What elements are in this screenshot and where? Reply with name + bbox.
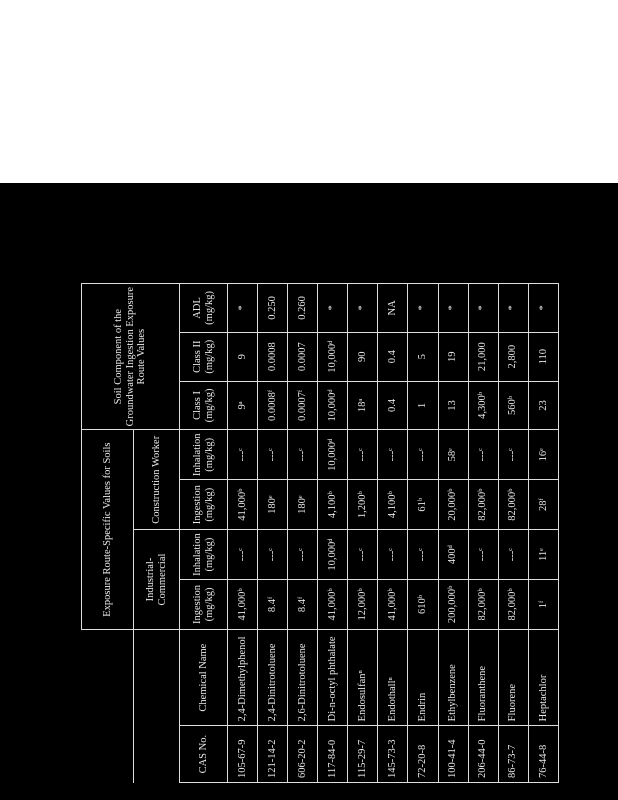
table-body <box>228 284 559 783</box>
table-cell: 0.260 <box>288 284 318 333</box>
soil-values-table <box>81 283 559 783</box>
table-cell: ---ᶜ <box>258 530 288 580</box>
cas-number: 115-29-7 <box>348 726 378 783</box>
soil-header: Soil Component of the Groundwater Ingestion Exposure Route Values <box>82 284 180 430</box>
table-row <box>228 284 258 783</box>
table-cell: * <box>228 284 258 333</box>
chemical-name: 2,6-Dinitrotoluene <box>288 629 318 725</box>
table-cell: 11ᵉ <box>528 530 558 580</box>
table-cell: ---ᶜ <box>288 430 318 480</box>
table-cell: 610ᵇ <box>408 580 438 630</box>
table-cell: 90 <box>348 332 378 381</box>
table-cell: 13 <box>438 381 468 430</box>
column-header: Chemical Name <box>180 629 228 725</box>
table-row <box>438 284 468 783</box>
table-cell: 0.0007 <box>288 332 318 381</box>
table-cell: 9 <box>228 332 258 381</box>
chemical-name: Heptachlor <box>528 629 558 725</box>
table-cell: 8.4ᶠ <box>288 580 318 630</box>
table-row <box>528 284 558 783</box>
table-cell: ---ᶜ <box>498 530 528 580</box>
table-cell: * <box>438 284 468 333</box>
subgroup-construction: Construction Worker <box>134 430 180 530</box>
table-cell: 8.4ᶠ <box>258 580 288 630</box>
table-row <box>378 284 408 783</box>
table-cell: 82,000ᵇ <box>468 580 498 630</box>
table-cell: 400ᵈ <box>438 530 468 580</box>
table-cell: ---ᶜ <box>408 430 438 480</box>
table-cell: 18ᵃ <box>348 381 378 430</box>
group-header: Exposure Route-Specific Values for Soils <box>82 430 134 630</box>
table-cell: 16ᵉ <box>528 430 558 480</box>
column-header: Ingestion (mg/kg) <box>180 580 228 630</box>
cas-number: 206-44-0 <box>468 726 498 783</box>
table-cell: 180ᵉ <box>288 480 318 530</box>
table-cell: 110 <box>528 332 558 381</box>
table-row <box>288 284 318 783</box>
table-cell: ---ᶜ <box>348 430 378 480</box>
table-cell: 82,000ᵇ <box>498 480 528 530</box>
table-cell: * <box>318 284 348 333</box>
table-cell: 10,000ᵈ <box>318 430 348 480</box>
table-cell: 0.0008ᶠ <box>258 381 288 430</box>
column-header: Ingestion (mg/kg) <box>180 480 228 530</box>
table-row <box>408 284 438 783</box>
table-cell: 4,300ᵇ <box>468 381 498 430</box>
table-cell: 41,000ᵇ <box>228 480 258 530</box>
table-cell: * <box>468 284 498 333</box>
table-cell: ---ᶜ <box>378 530 408 580</box>
column-header: Class II (mg/kg) <box>180 332 228 381</box>
table-cell: 2,800 <box>498 332 528 381</box>
column-header: Inhalation (mg/kg) <box>180 430 228 480</box>
chemical-name: Endrin <box>408 629 438 725</box>
table-cell: ---ᶜ <box>288 530 318 580</box>
table-cell: 0.0007ᶠ <box>288 381 318 430</box>
table-row <box>498 284 528 783</box>
table-cell: 41,000ᵇ <box>228 580 258 630</box>
table-cell: 41,000ᵇ <box>378 580 408 630</box>
cas-number: 117-84-0 <box>318 726 348 783</box>
table-cell: 12,000ᵇ <box>348 580 378 630</box>
table-cell: 1ᶠ <box>528 580 558 630</box>
header-spacer <box>82 629 134 782</box>
scanned-page <box>0 183 618 800</box>
table-cell: 0.0008 <box>258 332 288 381</box>
table-cell: ---ᶜ <box>228 430 258 480</box>
table-cell: 0.4 <box>378 332 408 381</box>
cas-number: 72-20-8 <box>408 726 438 783</box>
chemical-name: Endothallⁿ <box>378 629 408 725</box>
cas-number: 105-67-9 <box>228 726 258 783</box>
chemical-name: Di-n-octyl phthalate <box>318 629 348 725</box>
table-cell: 0.4 <box>378 381 408 430</box>
table-cell: * <box>528 284 558 333</box>
table-cell: ---ᶜ <box>378 430 408 480</box>
table-row <box>468 284 498 783</box>
table-cell: 82,000ᵇ <box>468 480 498 530</box>
table-row <box>258 284 288 783</box>
subgroup-industrial: Industrial-Commercial <box>134 530 180 630</box>
table-cell: 82,000ᵇ <box>498 580 528 630</box>
chemical-name: 2,4-Dinitrotoluene <box>258 629 288 725</box>
table-cell: 19 <box>438 332 468 381</box>
table-cell: * <box>408 284 438 333</box>
table-cell: 560ᵇ <box>498 381 528 430</box>
table-cell: * <box>348 284 378 333</box>
column-header: Class I (mg/kg) <box>180 381 228 430</box>
table-cell: 4,100ᵇ <box>378 480 408 530</box>
table-cell: ---ᶜ <box>258 430 288 480</box>
table-cell: 20,000ᵇ <box>438 480 468 530</box>
table-cell: ---ᶜ <box>498 430 528 480</box>
chemical-name: Fluoranthene <box>468 629 498 725</box>
chemical-name: Fluorene <box>498 629 528 725</box>
table-row <box>348 284 378 783</box>
table-cell: 1 <box>408 381 438 430</box>
table-cell: ---ᶜ <box>408 530 438 580</box>
table-cell: ---ᶜ <box>468 430 498 480</box>
table-cell: ---ᶜ <box>228 530 258 580</box>
chemical-name: 2,4-Dimethylphenol <box>228 629 258 725</box>
cas-number: 606-20-2 <box>288 726 318 783</box>
table-cell: ---ᶜ <box>348 530 378 580</box>
table-cell: NA <box>378 284 408 333</box>
cas-number: 100-41-4 <box>438 726 468 783</box>
table-cell: 9ᵃ <box>228 381 258 430</box>
table-cell: 23 <box>528 381 558 430</box>
table-cell: 1,200ᵇ <box>348 480 378 530</box>
cas-number: 145-73-3 <box>378 726 408 783</box>
table-cell: 180ᵉ <box>258 480 288 530</box>
table-cell: 0.250 <box>258 284 288 333</box>
table-cell: 58ᵉ <box>438 430 468 480</box>
table-cell: 200,000ᵇ <box>438 580 468 630</box>
header-spacer-2 <box>134 629 180 782</box>
column-header: CAS No. <box>180 726 228 783</box>
table-cell: ---ᶜ <box>468 530 498 580</box>
table-cell: 4,100ᵇ <box>318 480 348 530</box>
table-cell: 28ᶠ <box>528 480 558 530</box>
chemical-name: Endosulfanⁿ <box>348 629 378 725</box>
table-cell: 10,000ᵈ <box>318 530 348 580</box>
table-cell: 10,000ᵈ <box>318 332 348 381</box>
table-cell: * <box>498 284 528 333</box>
chemical-name: Ethylbenzene <box>438 629 468 725</box>
table-cell: 5 <box>408 332 438 381</box>
table-cell: 21,000 <box>468 332 498 381</box>
column-header: ADL (mg/kg) <box>180 284 228 333</box>
rotated-table-wrapper <box>81 283 559 783</box>
column-header: Inhalation (mg/kg) <box>180 530 228 580</box>
cas-number: 76-44-8 <box>528 726 558 783</box>
table-row <box>318 284 348 783</box>
table-cell: 10,000ᵈ <box>318 381 348 430</box>
table-cell: 61ᵇ <box>408 480 438 530</box>
table-cell: 41,000ᵇ <box>318 580 348 630</box>
cas-number: 121-14-2 <box>258 726 288 783</box>
cas-number: 86-73-7 <box>498 726 528 783</box>
